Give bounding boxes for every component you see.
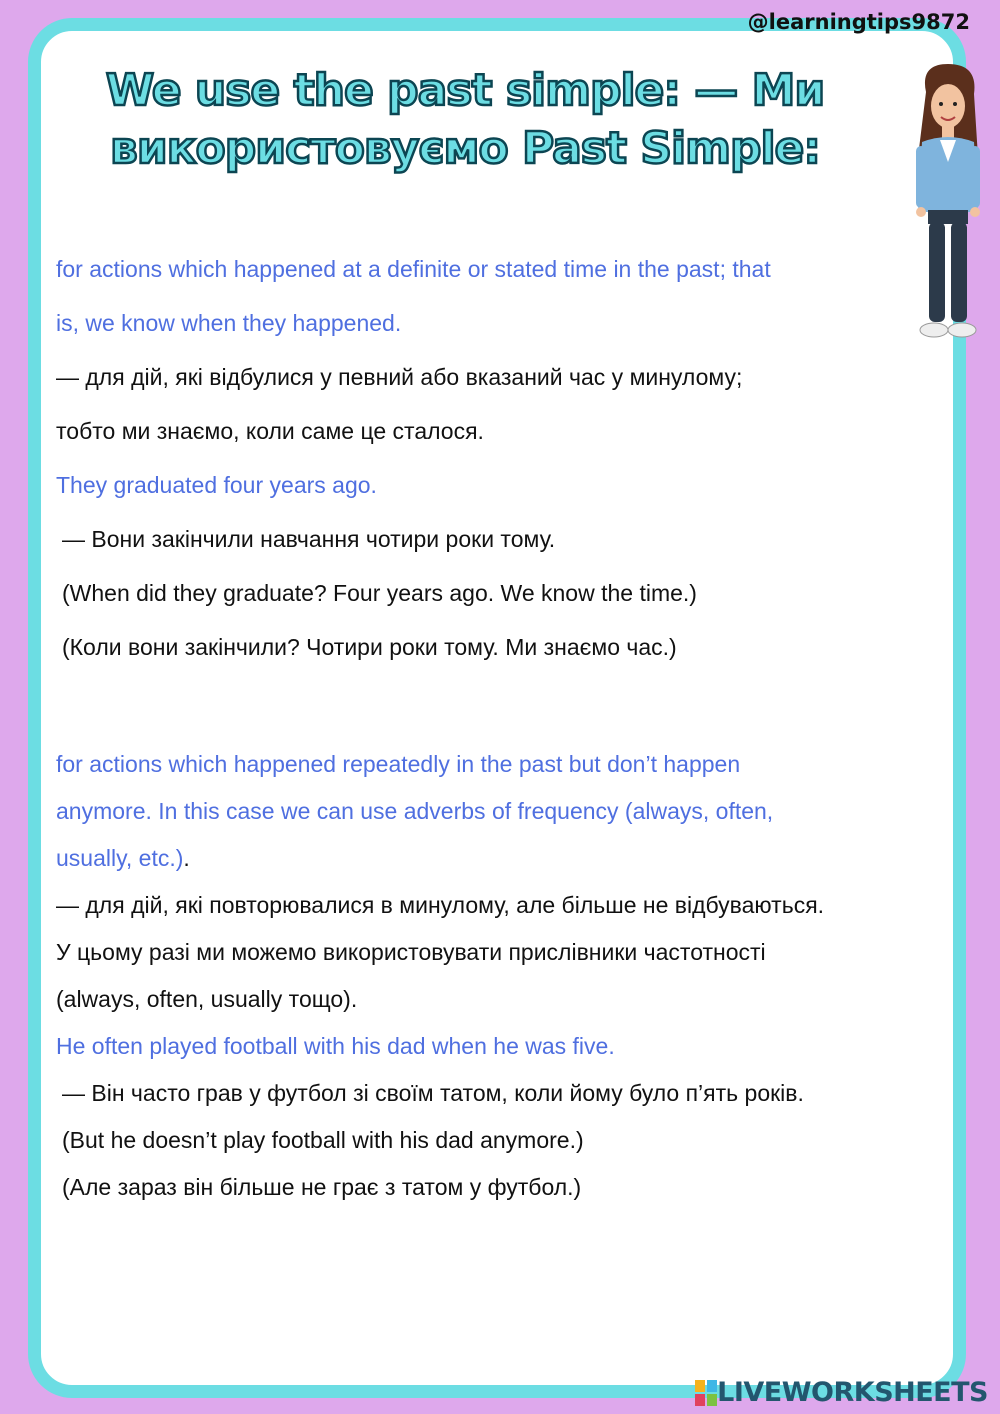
example-sentence: They graduated four years ago. (56, 472, 377, 498)
english-rule-line-3-text: usually, etc.) (56, 845, 184, 871)
english-rule-line-2: anymore. In this case we can use adverbs of frequency (always, often, (56, 798, 774, 824)
example-note-ukrainian: (Коли вони закінчили? Чотири роки тому. Ми знаємо час.) (62, 634, 677, 660)
english-rule-line-2: is, we know when they happened. (56, 310, 402, 336)
logo-text: LIVEWORKSHEETS (717, 1377, 988, 1408)
title-line-2: використовуємо Past Simple: (110, 123, 820, 174)
example-sentence: He often played football with his dad when he was five. (56, 1033, 615, 1059)
ukrainian-rule-line-1: — для дій, які повторювалися в минулому, але більше не відбуваються. (56, 892, 825, 918)
liveworksheets-logo[interactable] (695, 1377, 988, 1408)
title-line-1: We use the past simple: — Ми (105, 65, 825, 116)
ukrainian-rule-line-2: тобто ми знаємо, коли саме це сталося. (56, 418, 484, 444)
example-translation: — Вони закінчили навчання чотири роки тому. (62, 526, 556, 552)
cartoon-teacher-icon (904, 62, 992, 347)
english-rule-line-1: for actions which happened at a definite or stated time in the past; that (56, 256, 771, 282)
english-rule-line-3 (56, 835, 896, 882)
example-note-english: (When did they graduate? Four years ago. We know the time.) (62, 580, 697, 606)
section-repeated-actions (56, 741, 896, 1211)
ukrainian-rule-line-1: — для дій, які відбулися у певний або вказаний час у минулому; (56, 364, 743, 390)
example-translation: — Він часто грав у футбол зі своїм татом, коли йому було п’ять років. (62, 1080, 804, 1106)
ukrainian-rule-line-3: (always, often, usually тощо). (56, 986, 358, 1012)
liveworksheets-logo-icon (695, 1380, 717, 1406)
ukrainian-rule-line-2: У цьому разі ми можемо використовувати прислівники частотності (56, 939, 766, 965)
english-rule-line-1: for actions which happened repeatedly in the past but don’t happen (56, 751, 741, 777)
section-definite-time (56, 242, 896, 674)
example-note-english: (But he doesn’t play football with his dad anymore.) (62, 1127, 584, 1153)
english-rule-line-3-period: . (183, 845, 190, 871)
example-note-ukrainian: (Але зараз він більше не грає з татом у футбол.) (62, 1174, 582, 1200)
author-handle: @learningtips9872 (747, 10, 970, 34)
page-title (0, 62, 930, 178)
